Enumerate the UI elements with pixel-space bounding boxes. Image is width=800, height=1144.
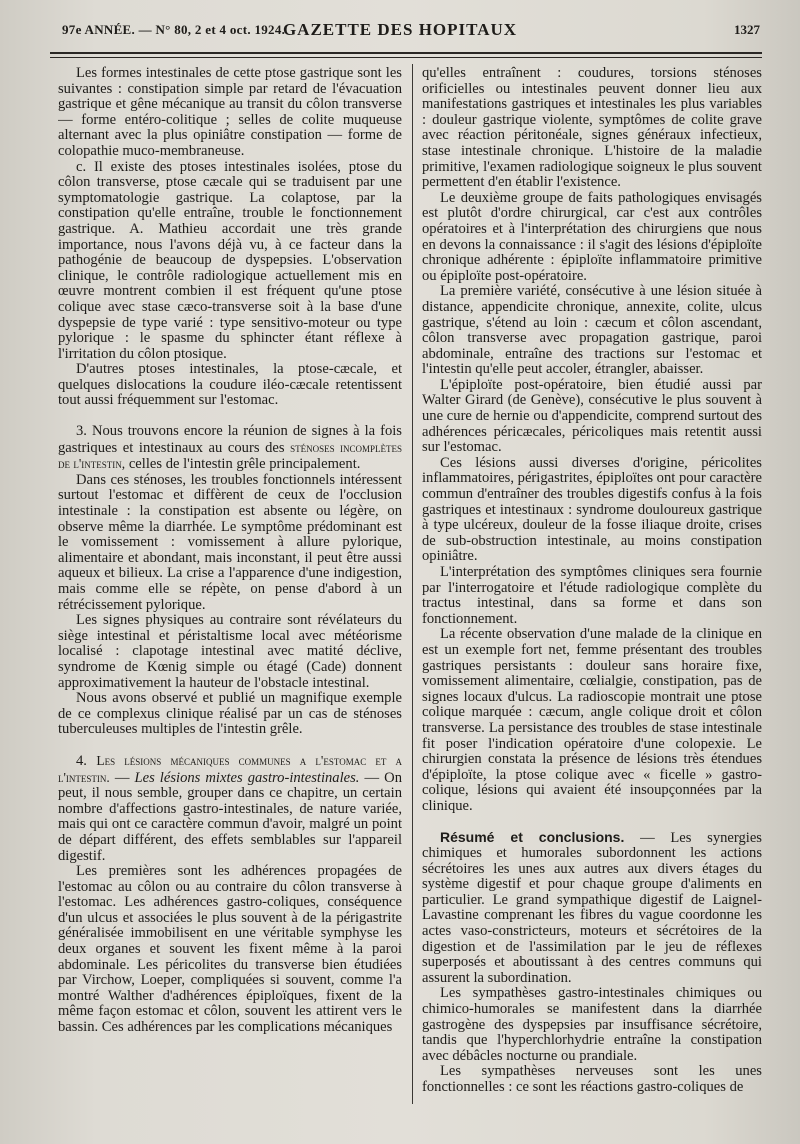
paragraph: La récente observation d'une malade de la clinique en est un exemple fort net, femme présentant des troubles gastriques persistants : douleur sans horaire fixe, vomissement alimentaire, cœlialgie, constipation, pas de signes locaux d'ulcus. La radioscopie montrait une ptose colique marquée : cæcum, angle colique droit et côlon transverse. La persistance des troubles de stase intestinale fit poser l'indication opératoire d'une colopexie. Le chirurgien constata la présence de lésions très étendues d'épiploïte, la ptose colique avec « ficelle » gastro-colique, lésions qui avaient été insoupçonnées par la clinique. [422,626,762,814]
header-rule-thin [50,57,762,58]
paragraph: Nous avons observé et publié un magnifique exemple de ce complexus clinique réalisé par un cas de sténoses tuberculeuses multiples de l'intestin grêle. [58,690,402,738]
column-divider [412,64,413,1104]
paragraph: D'autres ptoses intestinales, la ptose-cæcale, et quelques dislocations la coudure iléo-cæcale retentissent tout aussi fréquemment sur l'estomac. [58,361,402,409]
text-run: celles de l'intestin grêle principalement. [128,456,361,473]
text-run: — On peut, il nous semble, grouper dans ce chapitre, un certain nombre d'affections gastro-intestinales, de nature variée, mais qui ont ce caractère commun d'avoir, malgré un point de départ différent, des effets semblables sur l'appareil digestif. [58,769,402,864]
paragraph: Les sympathèses nerveuses sont les unes fonctionnelles : ce sont les réactions gastro-coliques de [422,1063,762,1095]
text-run: — Les synergies chimiques et humorales subordonnent les actions sécrétoires les unes aux autres aux divers étages du système digestif et pour chaque groupe d'aliments en particulier. Le grand sympathique digestif de Laignel-Lavastine comprenant les fibres du vague coordonne les actes vaso-constricteurs, moteurs et sécrétoires de la digestion et de l'assimilation par le jeu de réflexes superposés et aboutissant à des centres communs qui assurent la subordination. [422,829,762,986]
paragraph: La première variété, consécutive à une lésion située à distance, appendicite chronique, annexite, colite, ulcus gastrique, s'étend au loin : cæcum et côlon ascendant, côlon transverse avec propagation gastrique, paroi abdominale, entraîne des tractions sur l'estomac et l'intestin qu'elle peut accoler, étrangler, abaisser. [422,283,762,378]
spacer [58,409,402,424]
paragraph: Le deuxième groupe de faits pathologiques envisagés est plutôt d'ordre chirurgical, car c'est aux contrôles opératoires et à l'interprétation des chirurgiens que nous en devons la connaissance : il s'agit des lésions d'épiploïte chronique adhérente : épiploïte inflammatoire primitive ou épiploïte post-opératoire. [422,189,762,284]
small-caps-heading: Les lésions mécaniques communes a l'estomac et a l'intestin. [58,752,402,785]
text-run: 3. Nous trouvons encore la réunion de signes à la fois gastriques et intestinaux au cours des [58,423,402,456]
paragraph: Les sympathèses gastro-intestinales chimiques ou chimico-humorales se manifestent dans la diarrhée gastrogène des dyspepsies par insuffisance sécrétoire, tandis que l'hyperchlorhydrie entraîne la constipation avec débâcles nocturne ou prandiale. [422,985,762,1064]
paragraph: Les premières sont les adhérences propagées de l'estomac au côlon ou au contraire du côlon transverse à l'estomac. Les adhérences gastro-coliques, conséquence d'un ulcus et associées le plus souvent à de la périgastrite généralisée immobilisent en une véritable symphyse les deux organes et souvent les fixent même à la paroi abdominale. Les péricolites du transverse bien étudiées par Virchow, Loeper, compliquées si souvent, comme l'a montré Walther d'adhérences épiploïques, fixent de la même façon estomac et côlon, souvent les attirent vers le bassin. Ces adhérences par les complications mécaniques [58,863,402,1036]
header-rule [50,52,762,54]
text-run: 4. [76,752,87,769]
spacer [58,738,402,753]
journal-title: GAZETTE DES HOPITAUX [282,20,518,39]
section-heading: Résumé et conclusions. [440,828,625,845]
paragraph [422,830,762,987]
paragraph: c. Il existe des ptoses intestinales isolées, ptose du côlon transverse, ptose cæcale qui se traduisent par une symptomatologie gastrique. La colaptose, par la constipation qu'elle entraîne, trouble le fonctionnement gastrique. A. Mathieu accordait une très grande importance, nous l'avons déjà vu, à ce facteur dans la pathogénie de beaucoup de dyspepsies. L'observation clinique, le contrôle radiologique actuellement mis en œuvre montrent combien il est fréquent qu'une ptose colique avec stase cæco-transverse soit à la base d'une dyspepsie de type varié : type sensitivo-moteur ou type pylorique : le spasme du sphincter étant réflexe à l'irritation du côlon ptosique. [58,158,402,362]
page-header [0,0,800,48]
left-column [58,66,402,1111]
page-number: 1327 [734,22,760,37]
paragraph: L'interprétation des symptômes cliniques sera fournie par l'interrogatoire et l'étude radiologique complète du tractus intestinal, dans sa forme et dans son fonctionnement. [422,564,762,627]
issue-info: 97e ANNÉE. — N° 80, 2 et 4 oct. 1924. [62,22,286,37]
paragraph: Ces lésions aussi diverses d'origine, péricolites inflammatoires, périgastrites, épiploïtes ont pour caractère commun d'entraîner des troubles digestifs confus à la fois gastriques et intestinaux : syndrome douloureux gastrique à type ulcéreux, douleur de la fosse iliaque droite, crises de sub-obstruction intestinale, au moins constipation opiniâtre. [422,454,762,565]
paragraph [58,424,402,473]
small-caps-term: sténoses incomplètes de l'intestin, [58,439,402,472]
paragraph: Dans ces sténoses, les troubles fonctionnels intéressent surtout l'estomac et diffèrent de ceux de l'occlusion intestinale : la constipation est absente ou légère, on observe même la diarrhée. Le symptôme prédominant est le vomissement : vomissement à allure pylorique, alimentaire et abondant, mais inconstant, il peut être aussi aqueux et bilieux. La crise a l'apparence d'une indigestion, mais comme elle se répète, on pense d'abord à un rétrécissement pylorique. [58,471,402,613]
spacer [422,815,762,830]
paragraph: L'épiploïte post-opératoire, bien étudié aussi par Walter Girard (de Genève), consécutive le plus souvent à une cure de hernie ou d'appendicite, comprend surtout des adhérences péricæcales, péricoliques mais retentit aussi sur l'estomac. [422,376,762,456]
paragraph: Les signes physiques au contraire sont révélateurs du siège intestinal et péristaltisme local avec météorisme localisé : clapotage intestinal avec matité déclive, syndrome de Kœnig simple ou étagé (Cade) donnent approximativement la hauteur de l'obstacle intestinal. [58,612,402,691]
paragraph: qu'elles entraînent : coudures, torsions sténoses orificielles ou intestinales peuvent donner lieu aux manifestations gastriques et intestinales les plus variables : douleur gastrique violente, symptômes de colite grave avec réaction péritonéale, signes généraux infectieux, stase intestinale chronique. L'histoire de la maladie primitive, l'examen radiologique soigneux le plus souvent permettent d'en établir l'existence. [422,66,762,191]
paragraph: Les formes intestinales de cette ptose gastrique sont les suivantes : constipation simple par retard de l'évacuation gastrique et gêne mécanique au transit du côlon transverse — forme entéro-colitique ; selles de colite muqueuse alternant avec la plus opiniâtre constipation — forme de colopathie muco-membraneuse. [58,66,402,159]
italic-heading: Les lésions mixtes gastro-intestinales. [134,769,360,786]
paragraph: 4. Les lésions mécaniques communes a l'estomac et a l'intestin. — Les lésions mixtes gastro-intestinales. — On peut, il nous semble, grouper dans ce chapitre, un certain nombre d'affections gastro-intestinales, de nature variée, mais qui ont ce caractère commun d'avoir, malgré un point de départ différent, des effets semblables sur l'appareil digestif. [58,752,402,864]
right-column [422,66,762,1111]
